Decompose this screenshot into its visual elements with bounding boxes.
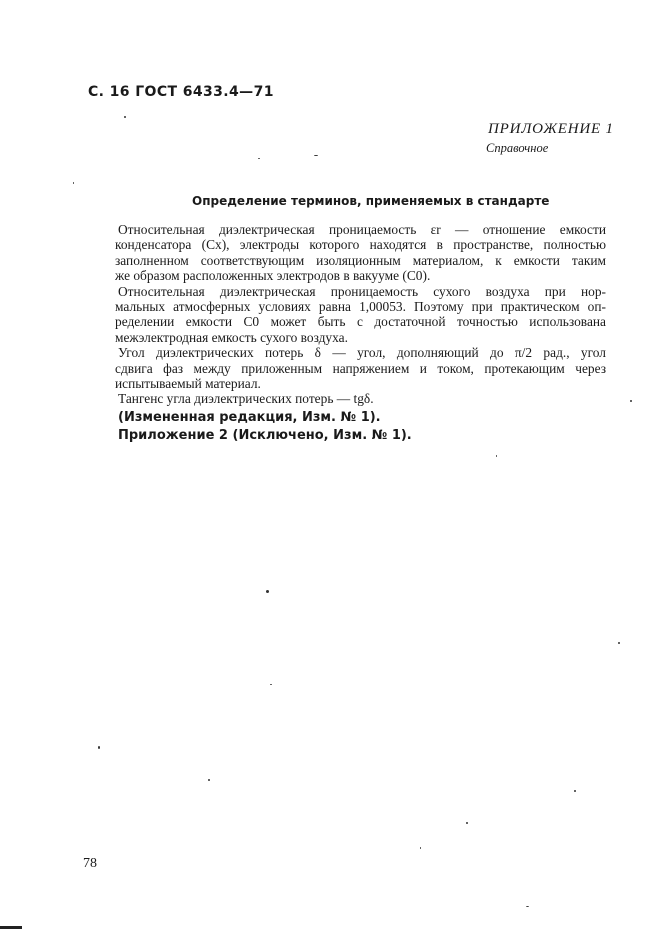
scan-speck (466, 822, 468, 824)
scan-edge-mark (0, 926, 22, 929)
paragraph-dry-air (115, 283, 606, 346)
scan-speck (630, 400, 632, 402)
amendment-appendix-2: Приложение 2 (Исключено, Изм. № 1). (118, 428, 412, 444)
page-header: С. 16 ГОСТ 6433.4—71 (88, 84, 274, 100)
paragraph-loss-tangent (118, 391, 606, 406)
scan-speck (314, 155, 318, 156)
text-line: Угол диэлектрических потерь δ — угол, дополняющий до π/2 рад., угол (118, 345, 606, 361)
appendix-subtitle: Справочное (486, 141, 549, 155)
text-line: мальных атмосферных условиях равна 1,00053. Поэтому при практическом оп- (115, 299, 606, 315)
text-line: конденсатора (Cx), электроды которого находятся в пространстве, полностью (115, 237, 606, 253)
scan-speck (496, 455, 497, 457)
page-number: 78 (83, 856, 97, 871)
scan-speck (98, 746, 100, 749)
text-line: заполненном соответствующим изоляционным материалом, к емкости таким (115, 252, 606, 268)
scan-speck (208, 779, 210, 781)
text-line: Тангенс угла диэлектрических потерь — tgδ. (118, 391, 374, 407)
scan-speck (526, 906, 529, 907)
text-line: же образом расположенных электродов в вакууме (C0). (115, 268, 431, 284)
text-line: сдвига фаз между приложенным напряжением и током, протекающим через (115, 360, 606, 376)
scan-speck (266, 590, 269, 593)
scan-speck (574, 790, 576, 792)
scan-speck (258, 158, 260, 159)
paragraph-relative-permittivity (115, 222, 606, 284)
text-line: межэлектродная емкость сухого воздуха. (115, 329, 348, 345)
text-line: Относительная диэлектрическая проницаемость εr — отношение емкости (118, 222, 606, 237)
body-text (115, 222, 606, 444)
scan-speck (618, 642, 620, 644)
text-line: испытываемый материал. (115, 376, 261, 392)
scan-speck (270, 684, 272, 685)
text-line: Относительная диэлектрическая проницаемость сухого воздуха при нор- (118, 283, 606, 299)
text-line: ределении емкости C0 может быть с достаточной точностью использована (115, 314, 606, 330)
scan-speck (420, 847, 421, 849)
amendment-revised: (Измененная редакция, Изм. № 1). (118, 409, 381, 425)
appendix-title: ПРИЛОЖЕНИЕ 1 (488, 121, 614, 137)
section-title: Определение терминов, применяемых в стандарте (192, 194, 550, 208)
scan-speck (73, 182, 74, 184)
paragraph-loss-angle (115, 345, 606, 392)
scan-speck (124, 116, 126, 118)
